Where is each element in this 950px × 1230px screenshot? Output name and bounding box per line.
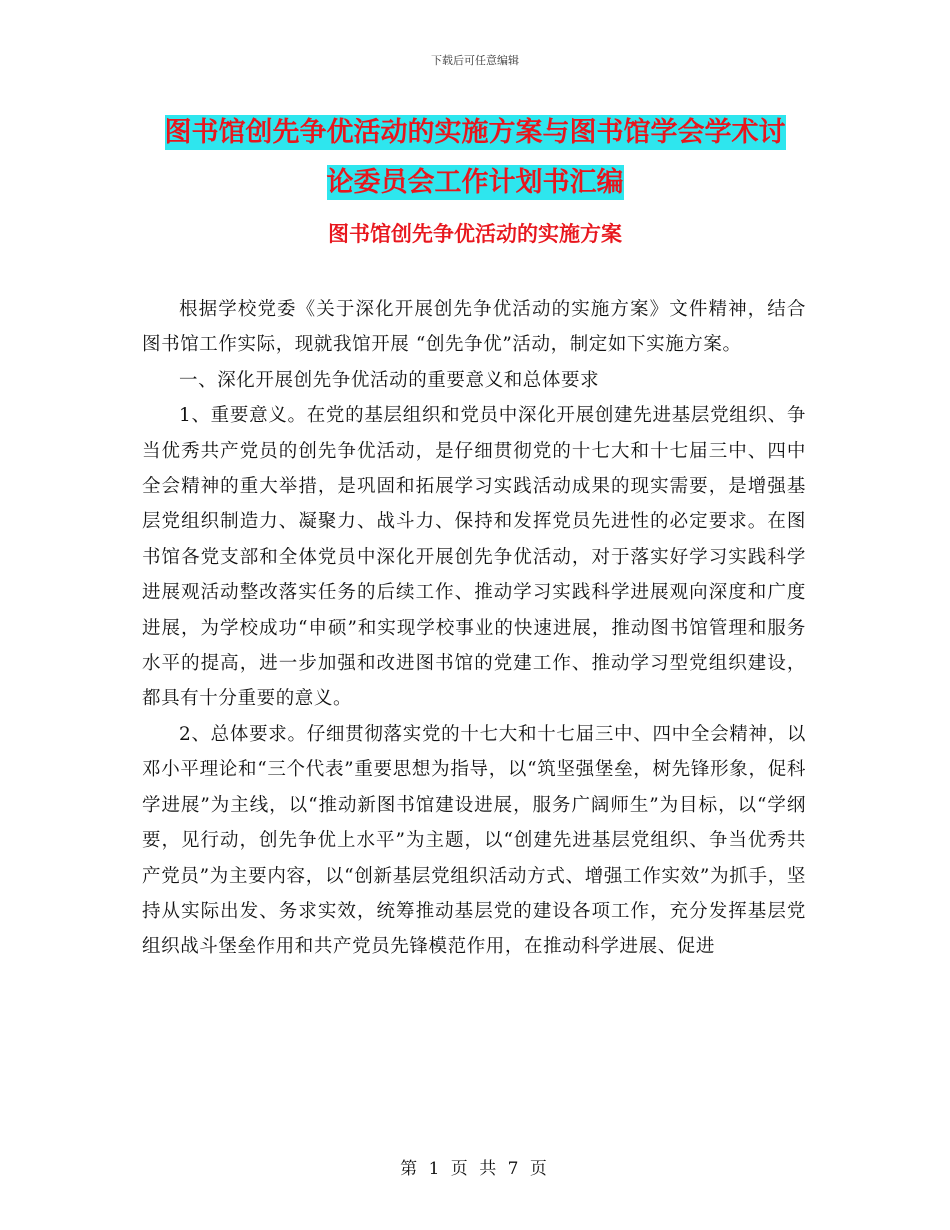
header-note: 下载后可任意编辑	[431, 54, 519, 67]
main-title-line-2: 论委员会工作计划书汇编	[326, 167, 624, 198]
section-title: 图书馆创先争优活动的实施方案	[328, 222, 622, 246]
paragraph: 根据学校党委《关于深化开展创先争优活动的实施方案》文件精神，结合图书馆工作实际，现就我馆开展 “创先争优”活动，制定如下实施方案。	[142, 299, 806, 356]
main-title-line-1: 图书馆创先争优活动的实施方案与图书馆学会学术讨	[164, 117, 786, 148]
body-text	[142, 292, 806, 965]
paragraph: 2、总体要求。仔细贯彻落实党的十七大和十七届三中、四中全会精神，以邓小平理论和“三个代表”重要思想为指导，以“筑坚强堡垒，树先锋形象，促科学进展”为主线，以“推动新图书馆建设进展，服务广阔师生”为目标，以“学纲要，见行动，创先争优上水平”为主题，以“创建先进基层党组织、争当优秀共产党员”为主要内容，以“创新基层党组织活动方式、增强工作实效”为抓手，坚持从实际出发、务求实效，统筹推动基层党的建设各项工作，充分发挥基层党组织战斗堡垒作用和共产党员先锋模范作用，在推动科学进展、促进	[142, 723, 806, 958]
paragraph-heading: 一、深化开展创先争优活动的重要意义和总体要求	[179, 369, 600, 391]
main-title	[140, 108, 810, 208]
page-number-footer: 第 1 页 共 7 页	[400, 1159, 550, 1179]
paragraph: 1、重要意义。在党的基层组织和党员中深化开展创建先进基层党组织、争当优秀共产党员的创先争优活动，是仔细贯彻党的十七大和十七届三中、四中全会精神的重大举措，是巩固和拓展学习实践活动成果的现实需要，是增强基层党组织制造力、凝聚力、战斗力、保持和发挥党员先进性的必定要求。在图书馆各党支部和全体党员中深化开展创先争优活动，对于落实好学习实践科学进展观活动整改落实任务的后续工作、推动学习实践科学进展观向深度和广度进展，为学校成功“申硕”和实现学校事业的快速进展，推动图书馆管理和服务水平的提高，进一步加强和改进图书馆的党建工作、推动学习型党组织建设，都具有十分重要的意义。	[142, 405, 806, 710]
